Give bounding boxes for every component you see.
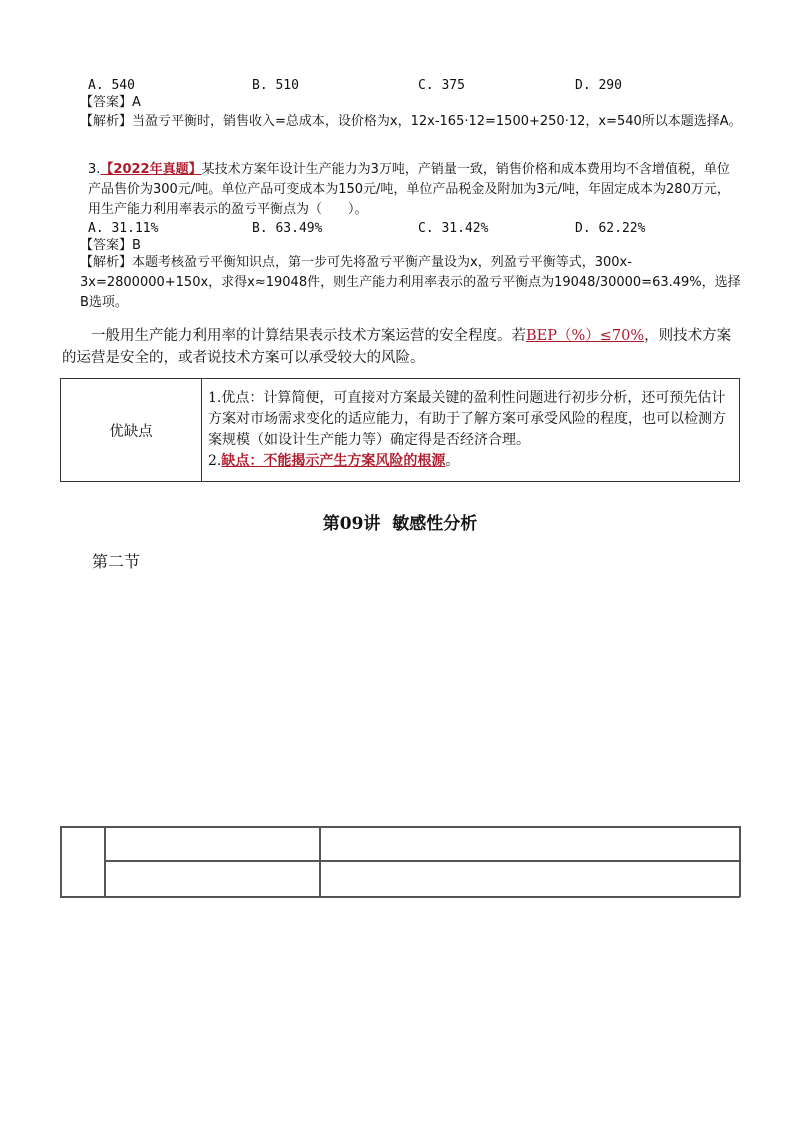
q3-option-a: A. 31.11% — [88, 221, 159, 236]
q2-option-c: C. 375 — [418, 78, 465, 93]
q3-analysis-text: 本题考核盈亏平衡知识点，第一步可先将盈亏平衡产量设为x，列盈亏平衡等式，300x-3x=2800000+150x，求得x≈19048件，则生产能力利用率表示的盈亏平衡点为19048/30000=63.49%，选择B选项。 — [80, 255, 741, 310]
q2-option-d: D. 290 — [575, 78, 622, 93]
empty-table-right-border — [739, 826, 741, 897]
q3-exam-tag: 【2022年真题】 — [100, 162, 202, 177]
bep-highlight: BEP（%）≤70% — [526, 328, 645, 344]
q3-analysis-label: 【解析】 — [80, 255, 133, 270]
pros-cons-table — [60, 378, 740, 482]
q3-answer: 【答案】B — [80, 238, 141, 253]
advantage-text: 1.优点：计算简便，可直接对方案最关键的盈利性问题进行初步分析，还可预先估计方案对市场需求变化的适应能力，有助于了解方案可承受风险的程度，也可以检测方案规模（如设计生产能力等）确定得是否经济合理。 — [208, 390, 726, 448]
q3-option-c: C. 31.42% — [418, 221, 489, 236]
empty-table-mid-border — [104, 860, 740, 862]
q2-option-a: A. 540 — [88, 78, 135, 93]
safety-paragraph — [62, 325, 742, 369]
q2-option-b: B. 510 — [252, 78, 299, 93]
q3-option-b: B. 63.49% — [252, 221, 323, 236]
section-title: 第二节 — [92, 552, 141, 571]
empty-table-bottom-border — [60, 896, 740, 898]
q3-option-d: D. 62.22% — [575, 221, 646, 236]
disadvantage-num: 2. — [208, 453, 222, 469]
lecture-title: 第09讲 敏感性分析 — [322, 514, 478, 534]
empty-table-left-border — [60, 826, 62, 897]
disadvantage-line — [208, 451, 729, 472]
q2-analysis-label: 【解析】 — [80, 114, 133, 129]
pros-cons-content — [202, 379, 740, 482]
q3-stem — [88, 160, 742, 220]
empty-table-col-divider-2 — [319, 826, 321, 897]
pros-cons-label: 优缺点 — [61, 379, 202, 482]
empty-table-top-border — [60, 826, 740, 828]
q3-number: 3. — [88, 162, 101, 177]
disadvantage-text: 缺点：不能揭示产生方案风险的根源 — [221, 453, 446, 469]
paragraph-text-before: 一般用生产能力利用率的计算结果表示技术方案运营的安全程度。若 — [91, 328, 526, 344]
q2-answer: 【答案】A — [80, 95, 141, 110]
q2-analysis — [80, 112, 742, 132]
disadvantage-end: 。 — [445, 453, 460, 469]
q3-stem-text: 某技术方案年设计生产能力为3万吨，产销量一致，销售价格和成本费用均不含增值税，单位产品售价为300元/吨。单位产品可变成本为150元/吨，单位产品税金及附加为3元/吨，年固定成本为280万元，用生产能力利用率表示的盈亏平衡点为（ ）。 — [88, 162, 730, 217]
paragraph-text-after: ，则技术方案的运营是安全的，或者说技术方案可以承受较大的风险。 — [62, 328, 732, 366]
empty-table-col-divider-1 — [104, 826, 106, 897]
q2-analysis-text: 当盈亏平衡时，销售收入=总成本，设价格为x，12x-165·12=1500+250·12，x=540所以本题选择A。 — [132, 114, 742, 129]
q3-analysis — [80, 253, 742, 313]
